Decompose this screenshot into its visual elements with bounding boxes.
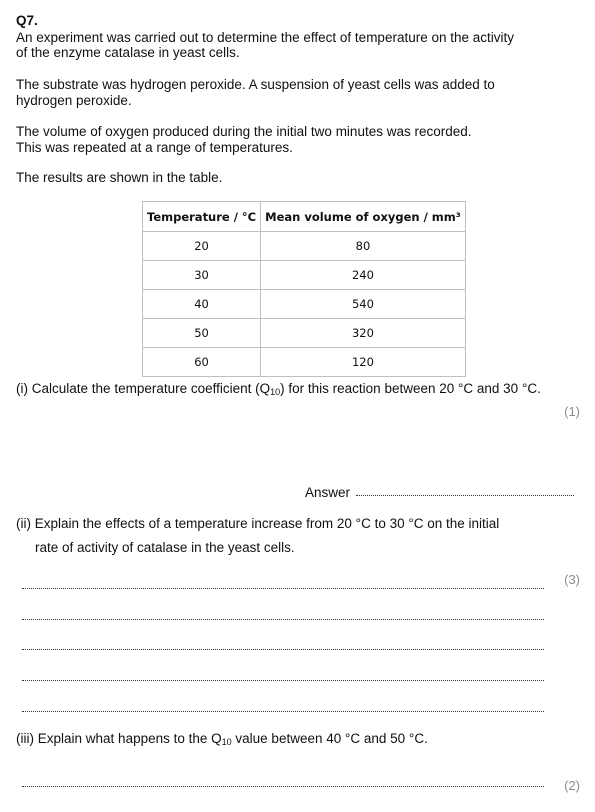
answer-line-ii-3[interactable]	[22, 649, 544, 650]
temperature-cell: 30	[143, 261, 261, 290]
oxygen-volume-cell: 80	[261, 232, 466, 261]
part-iii-subscript: 10	[221, 737, 232, 747]
results-table	[142, 201, 466, 377]
answer-line-ii-2[interactable]	[22, 619, 544, 620]
answer-line-ii-4[interactable]	[22, 680, 544, 681]
header-temperature: Temperature / °C	[143, 202, 261, 232]
answer-line-ii-1[interactable]	[22, 588, 544, 589]
answer-line-iii-1[interactable]	[22, 786, 544, 787]
part-iii-marks: (2)	[564, 778, 580, 793]
table-row	[143, 290, 466, 319]
oxygen-volume-cell: 320	[261, 319, 466, 348]
part-iii-text-after: value between 40 °C and 50 °C.	[231, 731, 428, 746]
intro-line-4: hydrogen peroxide.	[16, 93, 132, 108]
header-oxygen-volume: Mean volume of oxygen / mm³	[261, 202, 466, 232]
part-iii-label: (iii)	[16, 731, 34, 746]
temperature-cell: 60	[143, 348, 261, 377]
table-row	[143, 319, 466, 348]
part-i-label: (i)	[16, 381, 28, 396]
table-row	[143, 261, 466, 290]
temperature-cell: 50	[143, 319, 261, 348]
oxygen-volume-cell: 540	[261, 290, 466, 319]
temperature-cell: 40	[143, 290, 261, 319]
part-i-text-after: ) for this reaction between 20 °C and 30 °C.	[280, 381, 541, 396]
answer-line[interactable]	[356, 495, 574, 496]
temperature-cell: 20	[143, 232, 261, 261]
intro-line-3: The substrate was hydrogen peroxide. A suspension of yeast cells was added to	[16, 77, 495, 92]
intro-line-2: of the enzyme catalase in yeast cells.	[16, 45, 240, 60]
part-ii-marks: (3)	[564, 572, 580, 587]
intro-line-1: An experiment was carried out to determine the effect of temperature on the activity	[16, 30, 515, 45]
part-ii-label: (ii)	[16, 516, 31, 531]
table-row	[143, 232, 466, 261]
table-row	[143, 348, 466, 377]
part-i-text-before: Calculate the temperature coefficient (Q	[31, 381, 271, 396]
part-i-subscript: 10	[270, 387, 281, 397]
intro-line-5: The volume of oxygen produced during the initial two minutes was recorded.	[16, 124, 472, 139]
oxygen-volume-cell: 120	[261, 348, 466, 377]
intro-line-7: The results are shown in the table.	[16, 170, 223, 185]
intro-line-6: This was repeated at a range of temperatures.	[16, 140, 293, 155]
part-ii-question-line-1	[16, 516, 499, 532]
part-ii-text-1: Explain the effects of a temperature increase from 20 °C to 30 °C on the initial	[34, 516, 500, 531]
oxygen-volume-cell: 240	[261, 261, 466, 290]
question-number: Q7.	[16, 13, 38, 28]
part-i-question	[16, 381, 541, 400]
part-i-marks: (1)	[564, 404, 580, 419]
part-iii-text-before: Explain what happens to the Q	[37, 731, 222, 746]
table-header-row	[143, 202, 466, 232]
answer-line-ii-5[interactable]	[22, 711, 544, 712]
part-iii-question	[16, 731, 428, 750]
answer-label: Answer	[305, 485, 351, 500]
part-ii-question-line-2: rate of activity of catalase in the yeast cells.	[35, 540, 295, 555]
